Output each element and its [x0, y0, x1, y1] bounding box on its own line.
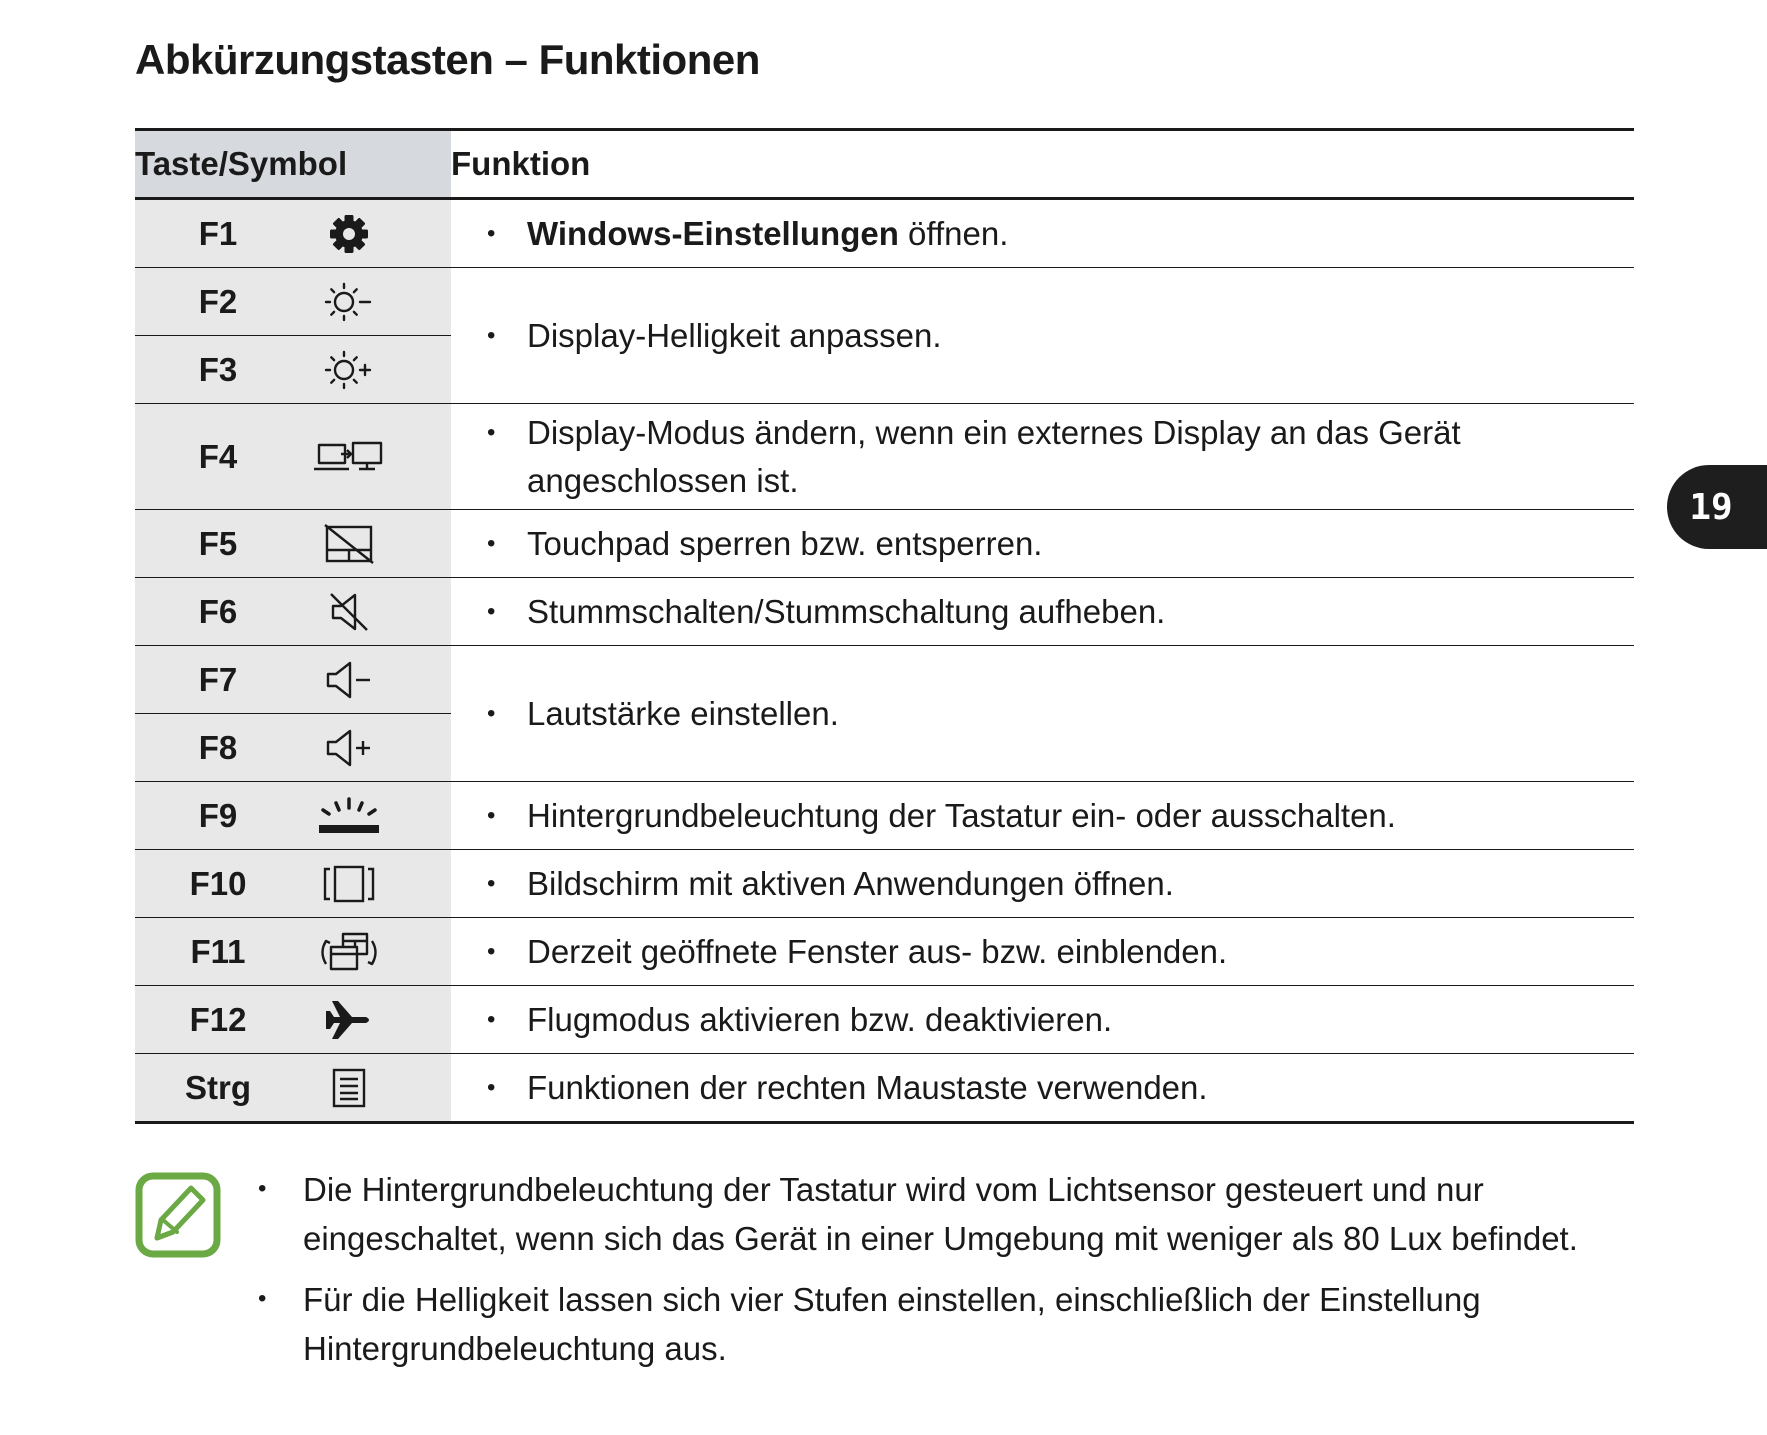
note-text: Die Hintergrundbeleuchtung der Tastatur wird vom Lichtsensor gesteuert und nur eingeschaltet, wenn sich das Gerät in einer Umgebung mit weniger als 80 Lux befindet. — [303, 1171, 1578, 1257]
table-row — [135, 510, 1634, 578]
table-row — [135, 918, 1634, 986]
key-cell — [135, 336, 451, 404]
page-number-tab: 19 — [1667, 465, 1767, 549]
function-text: Display-Modus ändern, wenn ein externes Display an das Gerät angeschlossen ist. — [527, 413, 1461, 499]
note-text: Für die Helligkeit lassen sich vier Stufen einstellen, einschließlich der Einstellung Hintergrundbeleuchtung aus. — [303, 1281, 1481, 1367]
brightness-down-icon — [301, 274, 397, 330]
function-cell — [451, 646, 1634, 782]
key-cell — [135, 404, 451, 510]
key-cell — [135, 986, 451, 1054]
function-cell — [451, 986, 1634, 1054]
function-cell — [451, 918, 1634, 986]
key-cell — [135, 268, 451, 336]
key-label: F12 — [189, 1000, 247, 1038]
volume-up-icon — [301, 720, 397, 776]
volume-down-icon — [301, 652, 397, 708]
function-cell — [451, 510, 1634, 578]
page-title: Abkürzungstasten – Funktionen — [135, 36, 760, 83]
key-label: F3 — [198, 350, 238, 388]
key-cell — [135, 578, 451, 646]
bullet: • — [487, 321, 496, 349]
bullet: • — [487, 699, 496, 727]
mute-icon — [301, 584, 397, 640]
key-label: F5 — [198, 524, 238, 562]
table-header-row — [135, 130, 1634, 199]
key-label: F6 — [198, 592, 238, 630]
key-label: F9 — [198, 796, 238, 834]
note-pencil-icon — [135, 1172, 221, 1263]
function-text: Derzeit geöffnete Fenster aus- bzw. einblenden. — [527, 932, 1228, 970]
touchpad-lock-icon — [301, 516, 397, 572]
key-label: Strg — [185, 1068, 251, 1106]
note-item — [258, 1275, 1658, 1373]
table-row — [135, 646, 1634, 714]
key-cell — [135, 782, 451, 850]
table-row — [135, 850, 1634, 918]
key-cell — [135, 199, 451, 268]
key-label: F2 — [198, 282, 238, 320]
function-cell — [451, 199, 1634, 268]
key-cell — [135, 714, 451, 782]
table-row — [135, 199, 1634, 268]
key-cell — [135, 850, 451, 918]
bullet: • — [487, 869, 496, 897]
function-text: Display-Helligkeit anpassen. — [527, 316, 942, 354]
airplane-icon — [301, 992, 397, 1048]
key-cell — [135, 510, 451, 578]
function-bold-text: Windows-Einstellungen — [527, 214, 899, 252]
function-text — [527, 210, 1008, 258]
key-label: F10 — [189, 864, 247, 902]
function-cell — [451, 850, 1634, 918]
key-cell — [135, 1054, 451, 1123]
table-row — [135, 782, 1634, 850]
notes-list — [258, 1165, 1658, 1385]
brightness-up-icon — [301, 342, 397, 398]
keyboard-backlight-icon — [301, 788, 397, 844]
function-text: Flugmodus aktivieren bzw. deaktivieren. — [527, 1000, 1113, 1038]
table-row — [135, 404, 1634, 510]
header-function: Funktion — [451, 130, 1634, 199]
gear-icon — [301, 206, 397, 262]
bullet: • — [487, 219, 496, 247]
table-row — [135, 1054, 1634, 1123]
display-mode-icon — [301, 429, 397, 485]
bullet: • — [258, 1175, 267, 1202]
table-row — [135, 986, 1634, 1054]
function-cell — [451, 404, 1634, 510]
key-label: F11 — [190, 932, 246, 970]
bullet: • — [487, 1073, 496, 1101]
key-label: F1 — [198, 214, 238, 252]
bullet: • — [487, 1005, 496, 1033]
function-text: Lautstärke einstellen. — [527, 694, 839, 732]
function-cell — [451, 1054, 1634, 1123]
function-cell — [451, 578, 1634, 646]
bullet: • — [258, 1285, 267, 1312]
bullet: • — [487, 937, 496, 965]
shortcut-table — [135, 128, 1634, 1124]
key-label: F7 — [198, 660, 238, 698]
key-cell — [135, 646, 451, 714]
bullet: • — [487, 801, 496, 829]
header-key-symbol: Taste/Symbol — [135, 130, 451, 199]
key-label: F4 — [198, 437, 238, 475]
bullet: • — [487, 418, 496, 446]
function-text: Bildschirm mit aktiven Anwendungen öffnen. — [527, 864, 1174, 902]
table-row — [135, 268, 1634, 336]
function-cell — [451, 782, 1634, 850]
function-text: Stummschalten/Stummschaltung aufheben. — [527, 592, 1166, 630]
bullet: • — [487, 597, 496, 625]
key-cell — [135, 918, 451, 986]
context-menu-icon — [301, 1060, 397, 1116]
function-text: Funktionen der rechten Maustaste verwenden. — [527, 1068, 1208, 1106]
table-row — [135, 578, 1634, 646]
bullet: • — [487, 529, 496, 557]
note-item — [258, 1165, 1658, 1263]
function-text: Touchpad sperren bzw. entsperren. — [527, 524, 1043, 562]
show-hide-windows-icon — [301, 924, 397, 980]
task-view-icon — [301, 856, 397, 912]
function-text-rest: öffnen. — [898, 214, 1009, 252]
function-cell — [451, 268, 1634, 404]
key-label: F8 — [198, 728, 238, 766]
function-text: Hintergrundbeleuchtung der Tastatur ein- oder ausschalten. — [527, 796, 1396, 834]
